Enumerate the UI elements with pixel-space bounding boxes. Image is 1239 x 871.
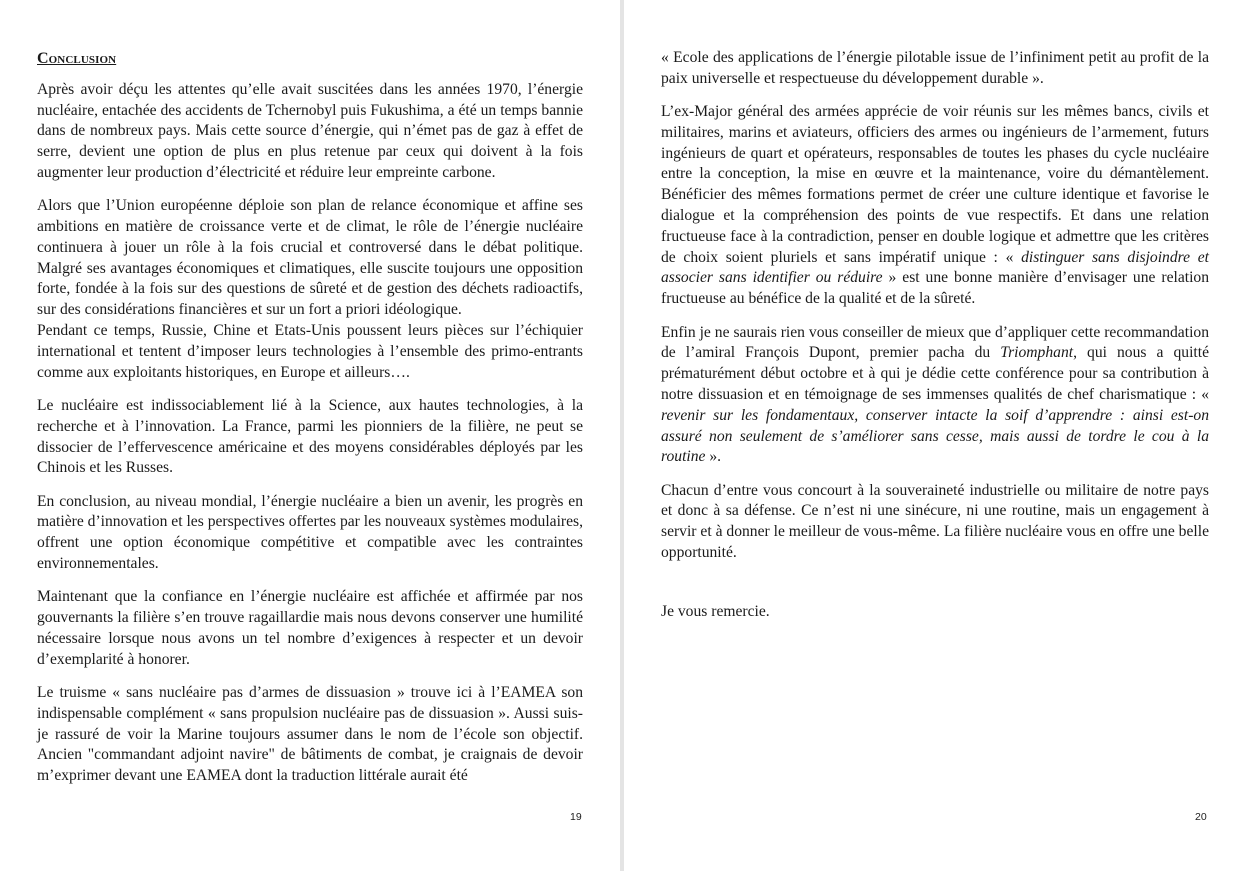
page-number: 20 xyxy=(1195,811,1207,823)
italic-quote: revenir sur les fondamentaux, conserver intacte la soif d’apprendre : ainsi est-on assuré non seulement de s’améliorer sans cesse, mais aussi de tordre le cou à la routine xyxy=(661,406,1209,466)
italic-quote: distinguer sans disjoindre et associer sans identifier ou réduire xyxy=(661,248,1210,287)
paragraph: Maintenant que la confiance en l’énergie nucléaire est affichée et affirmée par nos gouvernants la filière s’en trouve ragaillardie mais nous devons conserver une humilité nécessaire lorsque nous avons un tel nombre d’exigences à respecter et un devoir d’exemplarité à honorer. xyxy=(37,588,583,668)
paragraph: « Ecole des applications de l’énergie pilotable issue de l’infiniment petit au profit de la paix universelle et respectueuse du développement durable ». xyxy=(661,49,1209,87)
text-run: ». xyxy=(705,448,722,466)
text-run: » est une bonne manière d’envisager une relation fructueuse au bénéfice de la qualité et de la sûreté. xyxy=(661,269,1210,308)
paragraph: Le truisme « sans nucléaire pas d’armes de dissuasion » trouve ici à l’EAMEA son indispensable complément « sans propulsion nucléaire pas de dissuasion ». Aussi suis-je rassuré de voir la Marine toujours assumer dans le nom de l’école son objectif. Ancien "commandant adjoint navire" de bâtiments de combat, je craignais de devoir m’exprimer devant une EAMEA dont la traduction littérale aurait été xyxy=(37,684,583,785)
paragraph xyxy=(661,102,1209,310)
section-heading: Conclusion xyxy=(37,50,117,67)
paragraph: Chacun d’entre vous concourt à la souveraineté industrielle ou militaire de notre pays et donc à sa défense. Ce n’est ni une sinécure, ni une routine, mais un engagement à servir et à donner le meilleur de vous-même. La filière nucléaire vous en offre une belle opportunité. xyxy=(661,481,1209,562)
paragraph: Après avoir déçu les attentes qu’elle avait suscitées dans les années 1970, l’énergie nucléaire, entachée des accidents de Tchernobyl puis Fukushima, a été un temps bannie dans de nombreux pays. Mais cette source d’énergie, qui n’émet pas de gaz à effet de serre, devient une option de plus en plus retenue par ceux qui doivent à la fois augmenter leur production d’électricité et réduire leur empreinte carbone. xyxy=(37,80,583,181)
paragraph: Pendant ce temps, Russie, Chine et Etats-Unis poussent leurs pièces sur l’échiquier international et tentent d’imposer leurs technologies à l’ensemble des primo-entrants comme aux exploitants historiques, en Europe et ailleurs…. xyxy=(37,322,583,381)
paragraph: Alors que l’Union européenne déploie son plan de relance économique et affine ses ambitions en matière de croissance verte et de climat, le rôle de l’énergie nucléaire continuera à jouer un rôle à la fois crucial et controversé dans le débat politique. Malgré ses avantages économiques et climatiques, elle suscite toujours une opposition forte, fondée à la fois sur des questions de sûreté et de gestion des déchets radioactifs, sur des considérations financières et sur un fort a priori idéologique. xyxy=(37,197,583,319)
page-20-content xyxy=(661,48,1209,635)
closing-line: Je vous remercie. xyxy=(661,602,770,620)
page-number: 19 xyxy=(570,811,582,823)
paragraph xyxy=(661,323,1209,469)
text-run: L’ex-Major général des armées apprécie de voir réunis sur les mêmes bancs, civils et militaires, marins et aviateurs, officiers des armes ou ingénieurs de l’armement, futurs ingénieurs de quart et opérateurs, responsables de toutes les phases du cycle nucléaire entre la conception, la mise en œuvre et la maintenance, voire du démantèlement. Bénéficier des mêmes formations permet de créer une culture identique et favorise le dialogue et la compréhension des points de vue respectifs. Et dans une relation fructueuse face à la contradiction, penser en double logique et admettre que les critères de choix soient pluriels et sans impératif unique : « xyxy=(661,103,1209,266)
page-19-content xyxy=(37,49,583,800)
text-run: , qui nous a quitté prématurément début octobre et à qui je dédie cette conférence pour sa contribution à notre dissuasion et en témoignage de ses immenses qualités de chef charismatique : « xyxy=(661,344,1210,403)
ship-name: Triomphant xyxy=(1000,344,1074,362)
page-20 xyxy=(624,0,1239,871)
text-run: Enfin je ne saurais rien vous conseiller de mieux que d’appliquer cette recommandation de l’amiral François Dupont, premier pacha du xyxy=(661,323,1209,362)
paragraph: En conclusion, au niveau mondial, l’énergie nucléaire a bien un avenir, les progrès en matière d’innovation et les perspectives offertes par les nouveaux systèmes modulaires, offrent une option économique compétitive et compatible avec les contraintes environnementales. xyxy=(37,492,583,573)
paragraph: Le nucléaire est indissociablement lié à la Science, aux hautes technologies, à la recherche et à l’innovation. La France, parmi les pionniers de la filière, ne peut se dissocier de l’effervescence américaine et des moyens considérables déployés par les Chinois et les Russes. xyxy=(37,396,583,477)
